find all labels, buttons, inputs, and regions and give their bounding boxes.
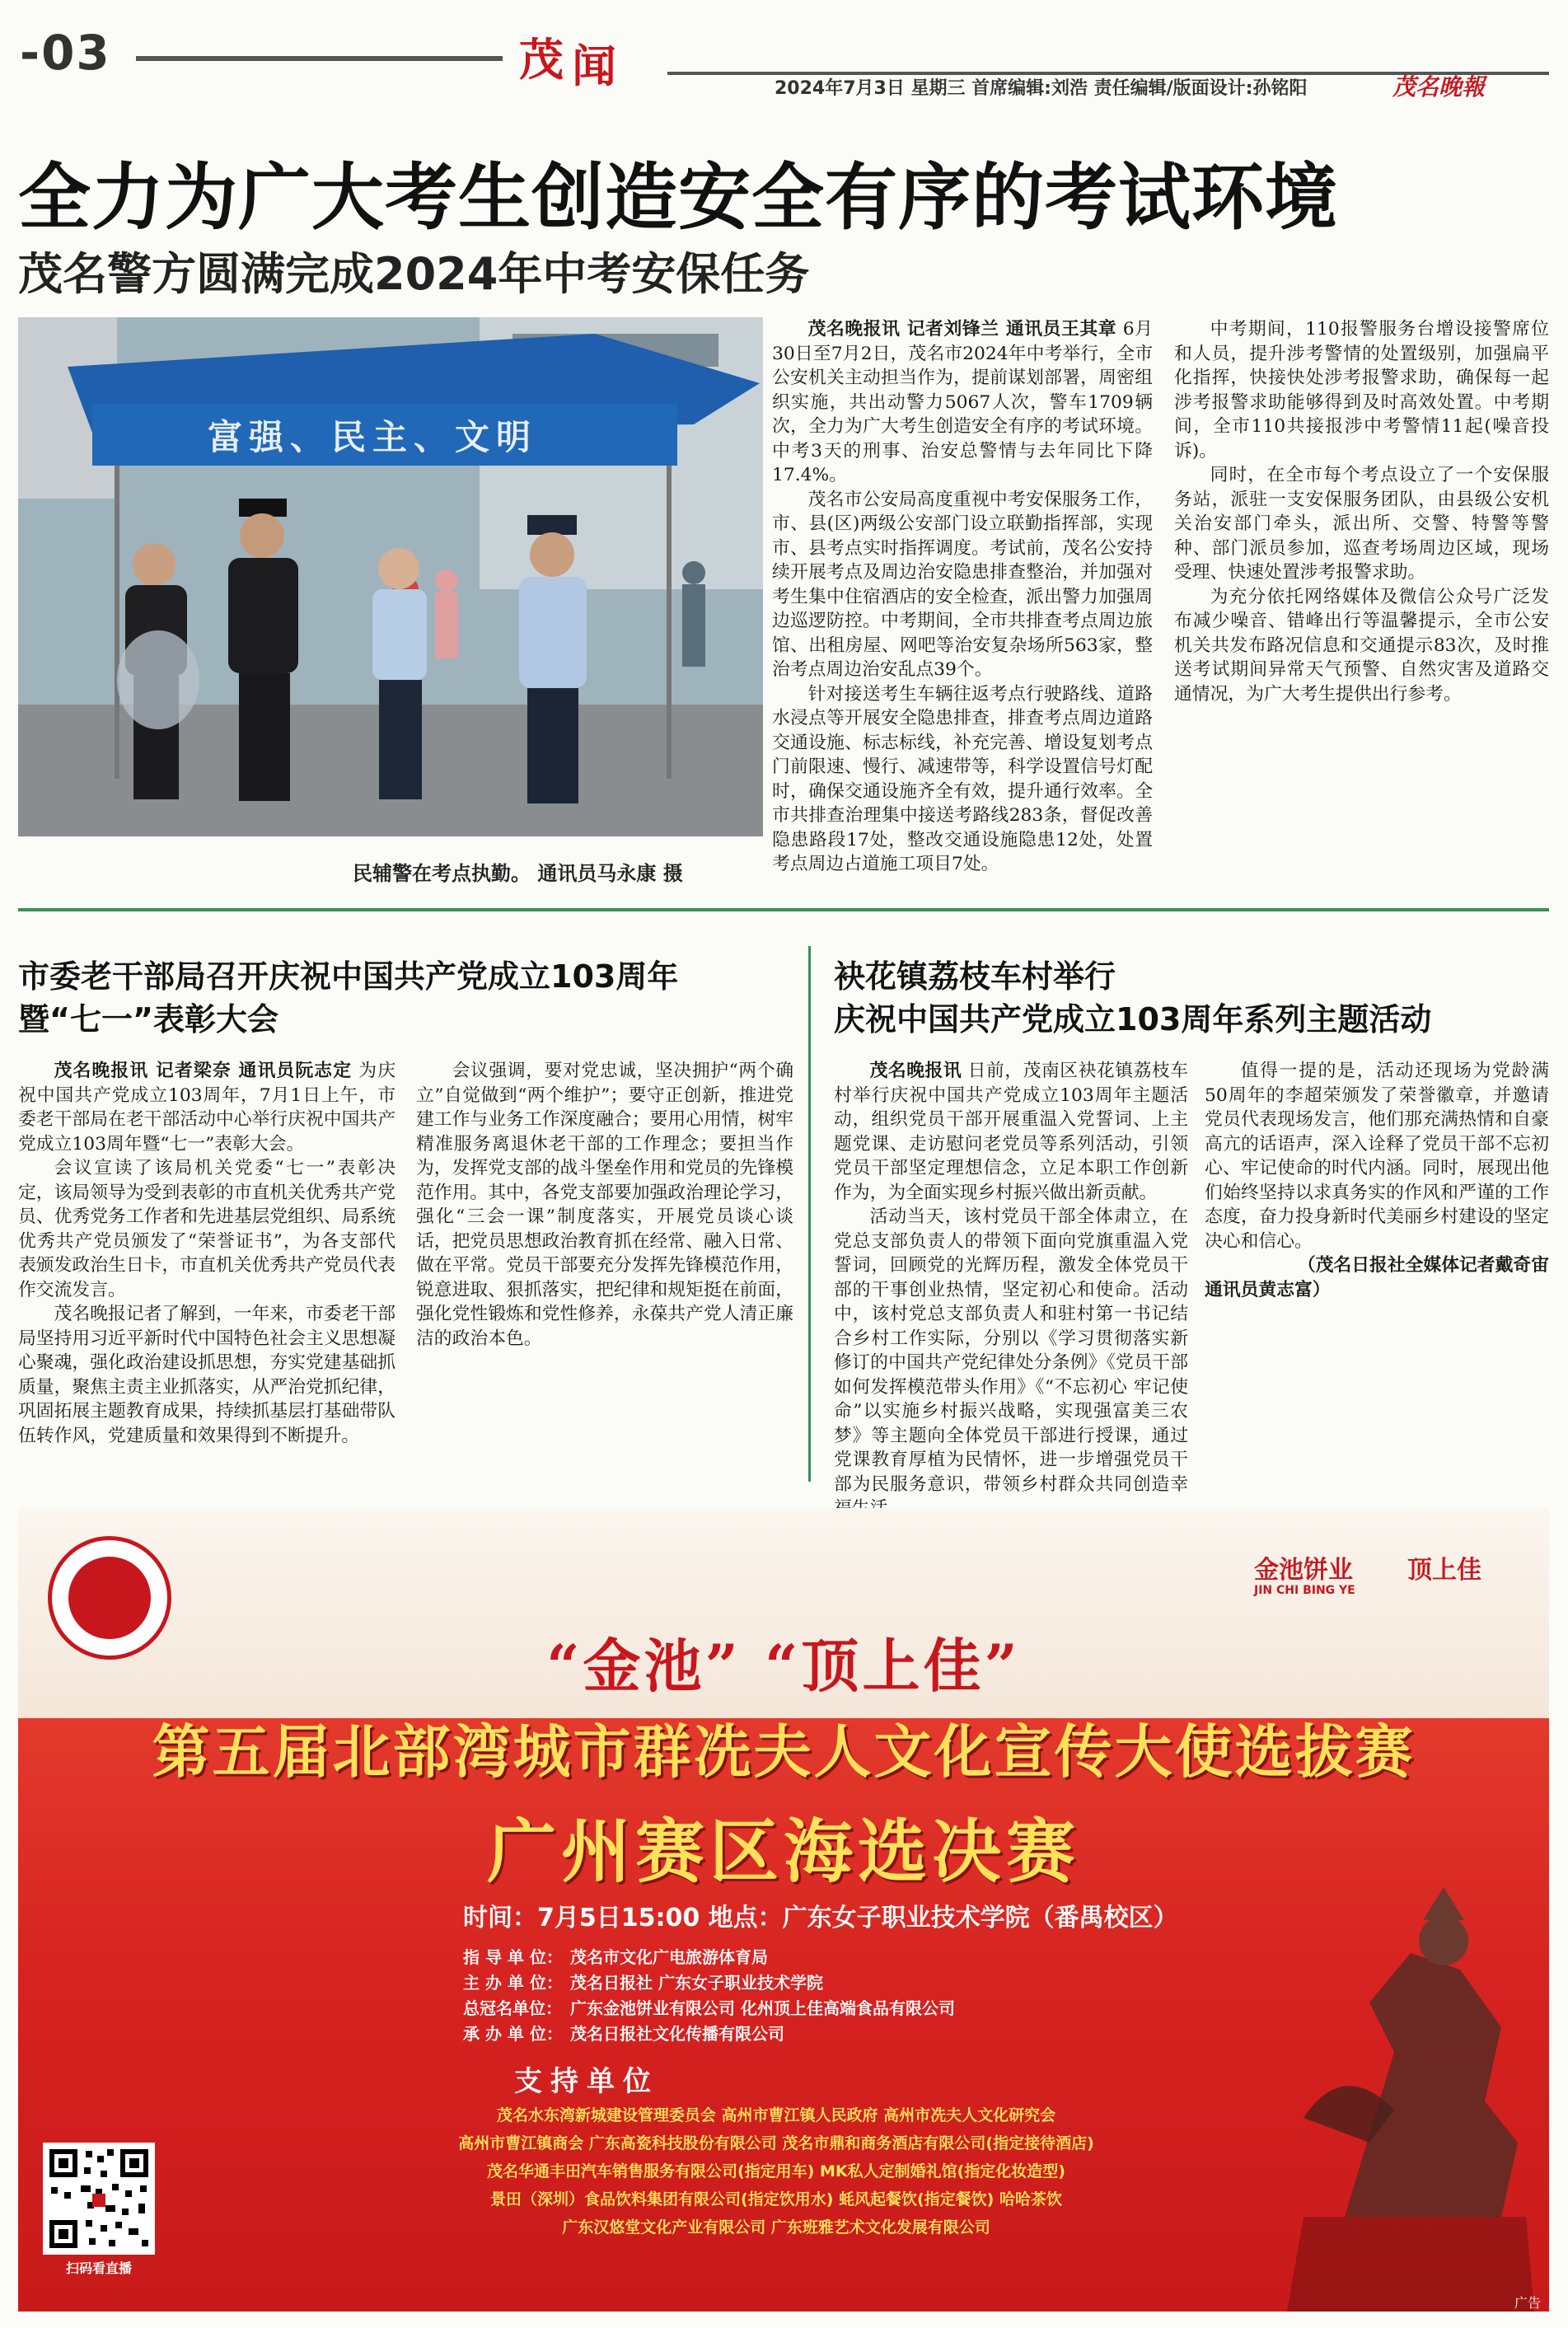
top-story-paragraph-2: 茂名市公安局高度重视中考安保服务工作，市、县(区)两级公安部门设立联勤指挥部，实现市、县考点实时指挥调度。考试前，茂名公安持续开展考点及周边治安隐患排查整治，并加强对考生集中住宿酒店的安全检查，派出警力加强周边巡逻防控。中考期间，全市共排查考点周边旅馆、出租房屋、网吧等治安复杂场所563家，整治考点周边治安乱点39个。 [772,489,1153,680]
top-story-paragraph-4: 中考期间，110报警服务台增设接警席位和人员，提升涉考警情的处置级别，加强扁平化指挥，快接快处涉考报警求助，确保每一起涉考报警求助能够得到及时高效处置。中考期间，全市110共接报涉中考警情11起(噪音投诉)。 [1174,319,1549,461]
organizer-row: 承 办 单 位： 茂名日报社文化传播有限公司 [463,2024,784,2044]
advertisement [18,1508,1549,2312]
sponsor-logo-sub: JIN CHI BING YE [1254,1584,1355,1597]
photo-caption: 民辅警在考点执勤。 通讯员马永康 摄 [353,862,683,885]
left-story-paragraph-1: 为庆祝中国共产党成立103周年，7月1日上午，市委老干部局在老干部活动中心举行庆祝中国共产党成立103周年暨“七一”表彰大会。 [18,1061,396,1155]
section-tag [519,25,643,99]
subheadline: 茂名警方圆满完成2024年中考安保任务 [18,248,810,300]
ad-sponsor-line: “金池” “顶上佳” [546,1632,1021,1700]
top-story-column-1 [772,317,1153,898]
supporters-list [339,2101,1213,2241]
supporter-line: 广东汉悠堂文化产业有限公司 广东班雅艺术文化发展有限公司 [562,2218,990,2237]
ad-label: 广告 [1514,2295,1542,2311]
right-story-title-line-1: 袂花镇荔枝车村举行 [834,958,1116,995]
left-story-column-1 [18,1059,396,1479]
right-story-byline: 茂名晚报讯 [869,1061,962,1081]
sponsor-logo-2: 顶上佳 [1407,1556,1481,1585]
section-divider-1 [18,908,1549,911]
supporter-line: 茂名水东湾新城建设管理委员会 高州市曹江镇人民政府 高州市冼夫人文化研究会 [496,2106,1056,2124]
headline: 全力为广大考生创造安全有序的考试环境 [18,155,1339,240]
right-story-column-2 [1205,1059,1549,1479]
right-story-paragraph-3: 值得一提的是，活动还现场为党龄满50周年的李超荣颁发了荣誉徽章，并邀请党员代表现场发言，他们那充满热情和自豪高亢的话语声，深入诠释了党员干部不忘初心、牢记使命的时代内涵。同时，展现出他们始终坚持以求真务实的作风和严谨的工作态度，奋力投身新时代美丽乡村建设的坚定决心和信心。 [1205,1061,1549,1252]
supporter-line: 高州市曹江镇商会 广东高瓷科技股份有限公司 茂名市鼎和商务酒店有限公司(指定接待酒店) [458,2134,1094,2152]
sponsor-logo-1: 金池饼业 [1254,1556,1353,1585]
right-story-paragraph-2: 活动当天，该村党员干部全体肃立，在党总支部负责人的带领下面向党旗重温入党誓词，回顾党的光辉历程，激发全体党员干部的干事创业热情，坚定初心和使命。活动中，该村党总支部负责人和驻村第一书记结合乡村工作实际，分别以《学习贯彻落实新修订的中国共产党纪律处分条例》《党员干部如何发挥模范带头作用》《“不忘初心 牢记使命”以实施乡村振兴战略，实现强富美三农梦》等主题向全体党员干部进行授课，通过党课教育厚植为民情怀，进一步增强党员干部为民服务意识，带领乡村群众共同创造幸 [834,1206,1188,1495]
ad-time-place: 时间：7月5日15:00 地点：广东女子职业技术学院（番禺校区） [463,1904,1178,1932]
right-story-signoff-2: 通讯员黄志富） [1205,1279,1331,1300]
top-story-paragraph-3: 针对接送考生车辆往返考点行驶路线、道路水浸点等开展安全隐患排查，排查考点周边道路交通设施、标志标线，补充完善、增设复划考点门前限速、慢行、减速带等，科学设置信号灯配时，确保交通设施齐全有效，提升通行效率。全市共排查治理集中接送考路线283条，督促改善隐患路段17处，整改交通设施隐患12处，处置考点周边占道施工项目7处。 [772,683,1153,874]
qr-label: 扫码看直播 [65,2260,132,2276]
right-story-paragraph-1: 日前，茂南区袂花镇荔枝车村举行庆祝中国共产党成立103周年主题活动，组织党员干部开展重温入党誓词、上主题党课、走访慰问老党员等系列活动，引领党员干部坚定理想信念，立足本职工作创新作为，为全面实现乡村振兴做出新贡献。 [834,1061,1188,1203]
supporter-line: 景田（深圳）食品饮料集团有限公司(指定饮用水) 蚝风起餐饮(指定餐饮) 哈哈茶饮 [490,2190,1062,2209]
left-story-title-line-1: 市委老干部局召开庆祝中国共产党成立103周年 [18,958,679,995]
page-header [0,0,1568,107]
top-story-paragraph-6: 为充分依托网络媒体及微信公众号广泛发布减少噪音、错峰出行等温馨提示，全市公安机关共发布路况信息和交通提示83次，及时推送考试期间异常天气预警、自然灾害及道路交通情况，为广大考生提供出行参考。 [1174,586,1549,705]
support-title: 支持单位 [514,2065,659,2098]
left-story-paragraph-2: 会议宣读了该局机关党委“七一”表彰决定，该局领导为受到表彰的市直机关优秀共产党员、优秀党务工作者和先进基层党组织、局系统优秀共产党员颁发了“荣誉证书”，为各支部代表颁发政治生日卡，市直机关优秀共产党员代表作交流发言。 [18,1158,396,1300]
ad-organizers [463,1945,955,2047]
left-story-title-line-2: 暨“七一”表彰大会 [18,1001,278,1038]
page-number: -03 [20,25,111,81]
top-story-paragraph-5: 同时，在全市每个考点设立了一个安保服务站，派驻一支安保服务团队，由县级公安机关治安部门牵头，派出所、交警、特警等警种、部门派员参加，巡查考场周边区域，现场受理、快速处置涉考报警求助。 [1174,465,1549,583]
section-char-2: 闻 [572,40,616,92]
top-story-paragraph-1: 6月30日至7月2日，茂名市2024年中考举行，全市公安机关主动担当作为，提前谋划部署，周密组织实施，共出动警力5067人次，警车1709辆次，全力为广大考生创造安全有序的考试环境。中考3天的刑事、治安总警情与去年同比下降17.4%。 [772,319,1153,485]
right-story-column-1 [834,1059,1188,1495]
top-story-byline: 茂名晚报讯 记者刘锋兰 通讯员王其章 [807,319,1117,340]
right-story-title-line-2: 庆祝中国共产党成立103周年系列主题活动 [834,1001,1432,1038]
header-rule-left [136,56,503,61]
statue-illustration-icon [1254,1755,1567,2312]
left-story-byline: 茂名晚报讯 记者梁奈 通讯员阮志定 [54,1061,353,1081]
left-story-column-2 [416,1059,793,1479]
news-photo [18,317,763,836]
sponsor-logos [1254,1541,1534,1623]
qr-code-icon[interactable] [43,2143,155,2255]
tent-banner: 富强、民主、文明 [207,417,538,457]
ad-title-line-1: 第五届北部湾城市群冼夫人文化宣传大使选拔赛 [152,1717,1416,1786]
section-char-1: 茂 [519,34,564,86]
organizer-row: 指 导 单 位： 茂名市文化广电旅游体育局 [463,1947,768,1967]
issue-info: 2024年7月3日 星期三 首席编辑:刘浩 责任编辑/版面设计:孙铭阳 [775,78,1308,99]
left-story-paragraph-4: 会议强调，要对党忠诚，坚决拥护“两个确立”自觉做到“两个维护”；要守正创新，推进党建工作与业务工作深度融合；要用心用情，树牢精准服务离退休老干部的工作理念；要担当作为，发挥党支部的战斗堡垒作用和党员的先锋模范作用。其中，各党支部要加强政治理论学习，强化“三会一课”制度落实，开展党员谈心谈话，把党员思想政治教育抓在经常、融入日常、做在平常。党员干部要充分发挥先锋模范作用，锐意进取、狠抓落实，把纪律和规矩挺在前面，强化党性锻炼和党性修养，永葆共产党人清正廉洁的政治本色。 [416,1061,793,1349]
ad-title-line-2: 广州赛区海选决赛 [486,1810,1080,1892]
organizer-row: 主 办 单 位： 茂名日报社 广东女子职业技术学院 [463,1973,823,1993]
organizer-row: 总冠名单位： 广东金池饼业有限公司 化州顶上佳高端食品有限公司 [463,1998,955,2018]
supporter-line: 茂名华通丰田汽车销售服务有限公司(指定用车) MK私人定制婚礼馆(指定化妆造型) [487,2162,1065,2180]
right-story-signoff-1: （茂名日报社全媒体记者戴奇宙 [1297,1255,1549,1276]
column-divider [808,946,811,1482]
top-story-column-2 [1174,317,1549,898]
masthead-logo: 茂名晚報 [1392,73,1486,101]
left-story-paragraph-3: 茂名晚报记者了解到，一年来，市委老干部局坚持用习近平新时代中国特色社会主义思想凝心聚魂，强化政治建设抓思想，夯实党建基础抓质量，聚焦主责主业抓落实，从严治党抓纪律，巩固拓展主题教育成果，持续抓基层打基础带队伍转作风，党建质量和效果得到不断提升。 [18,1304,396,1446]
